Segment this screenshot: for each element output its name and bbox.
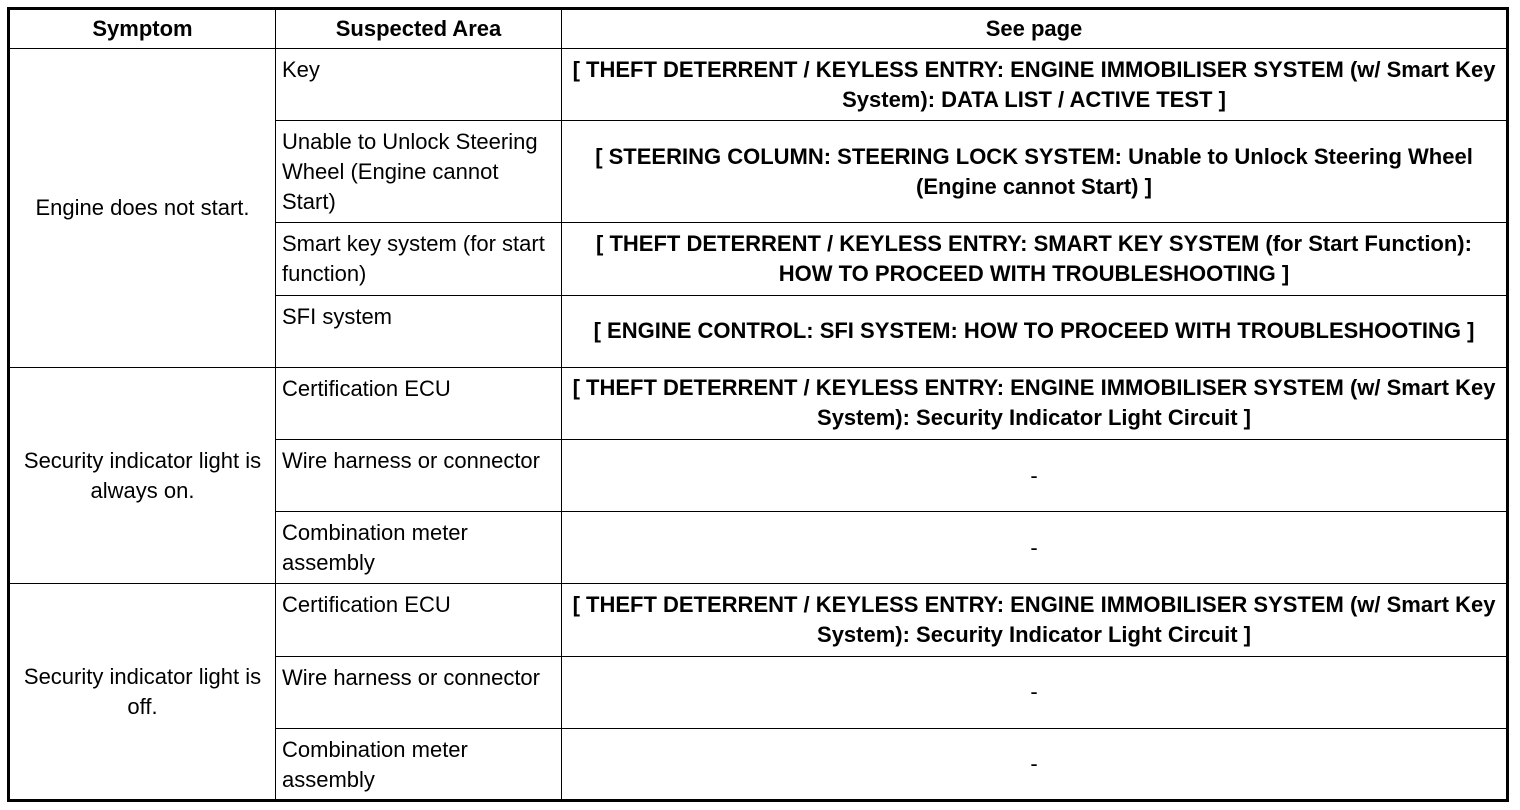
suspected-area-cell: Wire harness or connector (276, 656, 562, 728)
suspected-area-cell: Certification ECU (276, 367, 562, 439)
see-page-link[interactable]: [ STEERING COLUMN: STEERING LOCK SYSTEM: Unable to Unlock Steering Wheel (Engine cannot Start) ] (562, 121, 1508, 223)
see-page-link[interactable]: [ THEFT DETERRENT / KEYLESS ENTRY: ENGINE IMMOBILISER SYSTEM (w/ Smart Key System): Security Indicator Light Circuit ] (562, 584, 1508, 656)
troubleshooting-table (7, 7, 1509, 802)
table-row (9, 584, 1508, 656)
suspected-area-cell: Unable to Unlock Steering Wheel (Engine cannot Start) (276, 121, 562, 223)
suspected-area-cell: Key (276, 49, 562, 121)
see-page-link[interactable]: [ THEFT DETERRENT / KEYLESS ENTRY: SMART KEY SYSTEM (for Start Function): HOW TO PROCEED WITH TROUBLESHOOTING ] (562, 223, 1508, 295)
symptom-cell: Engine does not start. (9, 49, 276, 368)
see-page-cell: - (562, 656, 1508, 728)
see-page-link[interactable]: [ THEFT DETERRENT / KEYLESS ENTRY: ENGINE IMMOBILISER SYSTEM (w/ Smart Key System): Security Indicator Light Circuit ] (562, 367, 1508, 439)
see-page-cell: - (562, 512, 1508, 584)
suspected-area-cell: Wire harness or connector (276, 440, 562, 512)
header-row (9, 9, 1508, 49)
table-row (9, 49, 1508, 121)
suspected-area-cell: Combination meter assembly (276, 728, 562, 800)
header-symptom: Symptom (9, 9, 276, 49)
symptom-cell: Security indicator light is always on. (9, 367, 276, 584)
header-suspected-area: Suspected Area (276, 9, 562, 49)
see-page-link[interactable]: [ ENGINE CONTROL: SFI SYSTEM: HOW TO PROCEED WITH TROUBLESHOOTING ] (562, 295, 1508, 367)
header-see-page: See page (562, 9, 1508, 49)
table-row (9, 367, 1508, 439)
see-page-cell: - (562, 440, 1508, 512)
suspected-area-cell: Combination meter assembly (276, 512, 562, 584)
symptom-cell: Security indicator light is off. (9, 584, 276, 801)
suspected-area-cell: Smart key system (for start function) (276, 223, 562, 295)
suspected-area-cell: Certification ECU (276, 584, 562, 656)
see-page-cell: - (562, 728, 1508, 800)
suspected-area-cell: SFI system (276, 295, 562, 367)
see-page-link[interactable]: [ THEFT DETERRENT / KEYLESS ENTRY: ENGINE IMMOBILISER SYSTEM (w/ Smart Key System): DATA LIST / ACTIVE TEST ] (562, 49, 1508, 121)
